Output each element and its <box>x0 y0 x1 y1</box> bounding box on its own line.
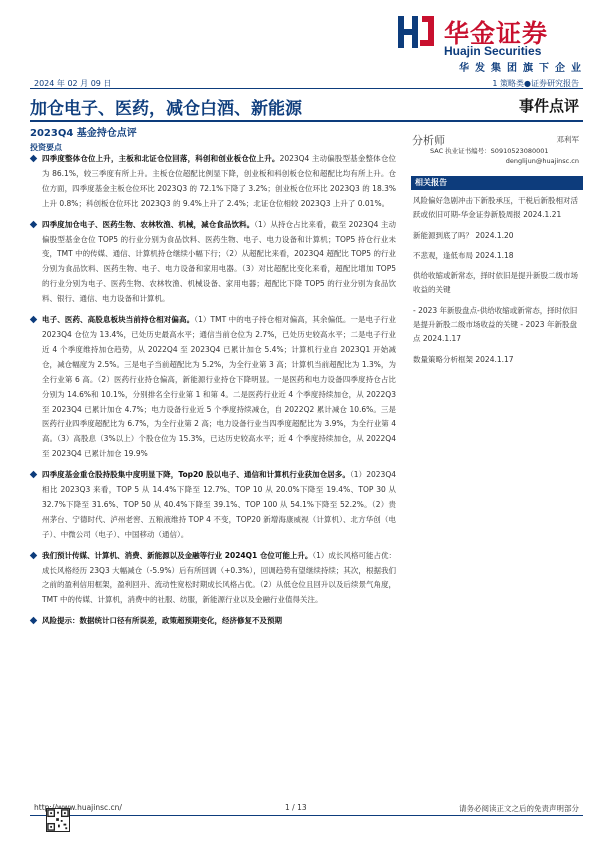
title-divider <box>30 120 583 122</box>
disclaimer-note: 请务必阅读正文之后的免责声明部分 <box>459 804 579 813</box>
key-point-lead: 我们预计传媒、计算机、消费、新能源以及金融等行业 2024Q1 仓位可能上升。 <box>42 550 313 560</box>
analyst-sac: SAC 执业证书编号：S0910523080001 <box>430 147 549 155</box>
footer-divider <box>30 815 583 816</box>
analyst-label: 分析师 <box>412 134 445 147</box>
key-point <box>30 313 396 462</box>
brand-name-cn: 华金证券 <box>444 19 549 48</box>
key-point <box>30 218 396 307</box>
report-category: 1 策略类●证券研究报告 <box>492 79 579 88</box>
key-point-text: （1）从持仓占比来看，截至 2023Q4 主动偏股型基金仓位 TOP5 的行业分别为食品饮料、医药生物、电子、电力设备和计算机；TOP5 持仓行业未变，TMT 中的传媒、通信、计算机持仓继续小幅下行；（2）从超配比来看，2023Q4 超配比 TOP5 的行业分别为食品饮料、医药生物、电子、电力设备和家用电器。（3）对比超配比变化来看，超配比增加 TOP5 的行业分别为电子、医药生物、农林牧渔、机械设备、家用电器；超配比下降 TOP5 的行业分别为食品饮料、银行、通信、电力设备和计算机。 <box>42 219 396 304</box>
key-point <box>30 468 396 543</box>
related-report-link[interactable]: 数量策略分析框架 2024.1.17 <box>413 354 514 364</box>
brand-logo <box>394 10 586 66</box>
key-point <box>30 549 396 609</box>
related-report-link[interactable]: 不悲观，逢低布局 2024.1.18 <box>413 250 514 260</box>
analyst-email[interactable]: denglijun@huajinsc.cn <box>505 157 579 165</box>
key-point-lead: 电子、医药、高股息板块当前持仓相对偏高。 <box>42 315 195 325</box>
related-report-link[interactable]: 供给收缩或新常态，择时依旧是提升新股二级市场收益的关键 <box>413 271 578 295</box>
diamond-bullet-icon <box>30 471 37 478</box>
related-report-link[interactable]: 风险偏好急剧冲击下新股承压，干税后新股相对活跃或依旧可期-华金证券新股周报 2024.1.21 <box>413 196 578 220</box>
page-number: 1 / 13 <box>285 803 307 812</box>
header-divider <box>30 88 583 89</box>
related-reports-heading: 相关报告 <box>411 176 583 190</box>
diamond-bullet-icon <box>30 316 37 323</box>
key-point <box>30 152 396 212</box>
key-point-lead: 四季度加仓电子、医药生物、农林牧渔、机械，减仓食品饮料。 <box>42 219 255 229</box>
report-date: 2024 年 02 月 09 日 <box>34 79 112 88</box>
related-report-link[interactable]: 新能源到底了吗？ 2024.1.20 <box>413 230 514 240</box>
key-point-lead: 四季度基金重仓股持股集中度明显下降，Top20 股以电子、通信和计算机行业获加仓居多。 <box>42 470 350 480</box>
report-title: 加仓电子、医药，减仓白酒、新能源 <box>30 99 302 119</box>
brand-slogan: 华发集团旗下企业 <box>459 63 587 74</box>
analyst-name: 邓利军 <box>556 135 579 144</box>
qr-code-icon <box>46 808 70 832</box>
diamond-bullet-icon <box>30 617 37 624</box>
diamond-bullet-icon <box>30 220 37 227</box>
huajin-logo-icon <box>394 10 438 54</box>
related-reports-list <box>413 194 581 373</box>
key-point-text: （1）2023Q4 相比 2023Q3 来看，TOP 5 从 14.4%下降至 12.7%、TOP 10 从 20.0%下降至 19.4%、TOP 30 从 32.7%下降至 31.6%、TOP 50 从 40.4%下降至 39.1%、TOP 100 从 54.1%下降至 52.2%。（2）贵州茅台、宁德时代、泸州老窖、五粮液维持 TOP 4 不变，TOP20 新增海康威视（计算机）、北方华创（电子）、中微公司（电子）、中国移动（通信）。 <box>42 470 396 539</box>
section-label: 投资要点 <box>30 143 62 152</box>
related-report-link[interactable]: - 2023 年新股盘点-供给收缩或新常态，择时依旧是提升新股二级市场收益的关键 - 2023 年新股盘点 2024.1.17 <box>413 305 578 344</box>
key-point-lead: 四季度整体仓位上升，主板和北证仓位回落，科创和创业板仓位上升。 <box>42 154 280 163</box>
risk-warning <box>30 614 396 629</box>
key-point-text: 2023Q4 主动偏股型基金整体仓位为 86.1%，较三季度有所上升。主板仓位超配比例显下降，创业板和科创板仓位和超配比均有所上升。仓位方面，四季度基金主板仓位环比 2023Q3 的 72.1%下降了 3.2%；创业板仓位环比 2023Q3 的 18.3%上升 0.8%；科创板仓位环比 2023Q3 的 9.4%上升了 2.4%；北证仓位相较 2023Q3 上升了 0.01%。 <box>42 154 397 208</box>
diamond-bullet-icon <box>30 551 37 558</box>
main-content <box>30 152 396 635</box>
diamond-bullet-icon <box>30 155 37 162</box>
report-subtitle: 2023Q4 基金持仓点评 <box>30 128 137 139</box>
risk-warning-text: 风险提示：数据统计口径有所误差，政策超预期变化，经济修复不及预期 <box>42 616 282 626</box>
report-type: 事件点评 <box>518 97 579 115</box>
brand-name-en: Huajin Securities <box>444 44 542 58</box>
footer-url[interactable]: http://www.huajinsc.cn/ <box>34 803 122 812</box>
key-point-text: （1）成长风格可能占优：成长风格经历 23Q3 大幅减仓（-5.9%）后有所回调（+0.3%），回调趋势有望继续持续；其次，根据我们之前的盈利信用框架，盈利回升、流动性宽松时期成长风格占优。（2）从低仓位且回升以及后续景气角度，TMT 中的传媒、计算机，消费中的社服、纺服，新能源行业以及金融行业值得关注。 <box>42 550 396 605</box>
key-point-text: （1）TMT 中的电子持仓相对偏高，其余偏低。一是电子行业 2023Q4 仓位为 13.4%，已处历史最高水平；通信当前仓位为 2.7%，已处历史较高水平；二是电子行业近 4 个季度维持加仓趋势，从 2022Q4 至 2023Q4 已累计加仓 5.4%；计算机行业自 2023Q1 开始减仓，减仓幅度为 2.5%。三是电子当前超配比为 5.2%，为全行业第 3 高；计算机当前超配比为 1.3%，为全行业第 6 高。（2）医药行业持仓偏高，新能源行业持仓下降明显。一是医药和电力设备四季度持仓占比分别为 14.6%和 10.1%，分别排名全行业第 1 和第 4。二是医药行业近 4 个季度持续加仓，从 2022Q3 至 2023Q4 已累计加仓 4.7%；电力设备行业近 5 个季度持续减仓，自 2022Q2 累计减仓 10.6%。三是医药行业四季度超配比为 6.7%，为全行业第 2 高；电力设备行业当四季度超配比为 3.9%，为全行业第 4 高。（3）高股息（3%以上）个股仓位为 15.3%，已达历史较高水平；近 4 个季度持续加仓，从 2022Q4 至 2023Q4 已累计加仓 19.9% <box>42 315 396 459</box>
